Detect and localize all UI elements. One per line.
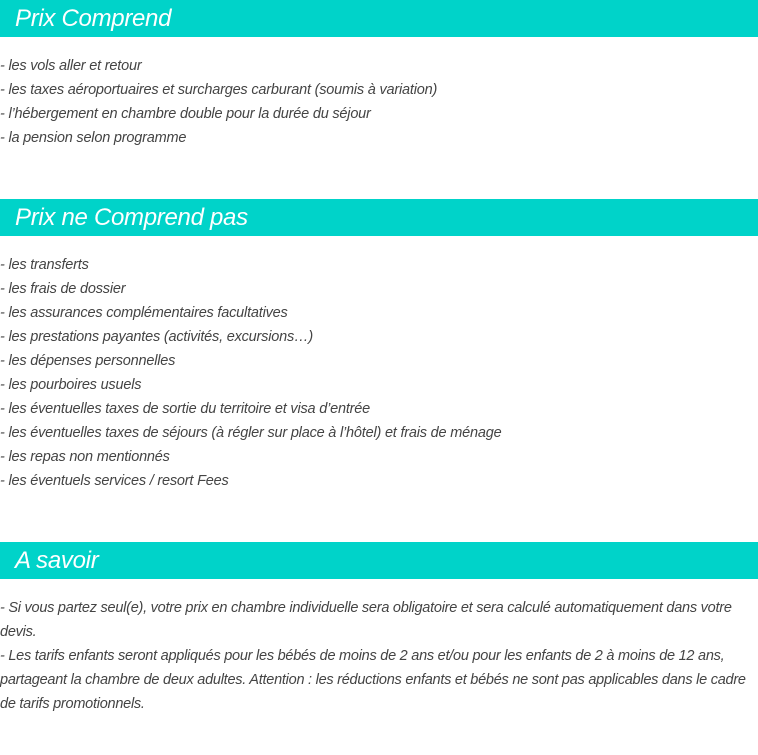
list-item: - l’hébergement en chambre double pour la durée du séjour bbox=[0, 106, 371, 122]
section-header bbox=[0, 199, 758, 236]
section-header bbox=[0, 542, 758, 579]
list-item: - les éventuelles taxes de sortie du territoire et visa d’entrée bbox=[0, 401, 371, 417]
list-item: - les pourboires usuels bbox=[0, 377, 142, 393]
section-title: Prix Comprend bbox=[15, 5, 172, 32]
section-header bbox=[0, 0, 758, 37]
list-item: - les éventuels services / resort Fees bbox=[0, 473, 229, 489]
section-prix-comprend bbox=[0, 0, 758, 150]
excluded-list bbox=[0, 253, 758, 493]
list-item: - les vols aller et retour bbox=[0, 58, 142, 74]
section-prix-ne-comprend-pas bbox=[0, 199, 758, 493]
list-item: - les taxes aéroportuaires et surcharges carburant (soumis à variation) bbox=[0, 82, 438, 98]
info-block bbox=[0, 596, 758, 716]
list-item: - les transferts bbox=[0, 257, 89, 273]
info-paragraph: - Les tarifs enfants seront appliqués pour les bébés de moins de 2 ans et/ou pour les enfants de 2 à moins de 12 ans, partageant la chambre de deux adultes. Attention : les réductions enfants et bébés ne sont pas applicables dans le cadre de tarifs promotionnels. bbox=[0, 648, 746, 712]
list-item: - les éventuelles taxes de séjours (à régler sur place à l’hôtel) et frais de ménage bbox=[0, 425, 502, 441]
included-list bbox=[0, 54, 758, 150]
list-item: - les repas non mentionnés bbox=[0, 449, 170, 465]
list-item: - les prestations payantes (activités, excursions…) bbox=[0, 329, 313, 345]
list-item: - la pension selon programme bbox=[0, 130, 187, 146]
list-item: - les frais de dossier bbox=[0, 281, 126, 297]
section-title: A savoir bbox=[15, 547, 99, 574]
section-a-savoir bbox=[0, 542, 758, 716]
info-paragraph: - Si vous partez seul(e), votre prix en chambre individuelle sera obligatoire et sera calculé automatiquement dans votre devis. bbox=[0, 600, 732, 640]
section-title: Prix ne Comprend pas bbox=[15, 204, 248, 231]
list-item: - les dépenses personnelles bbox=[0, 353, 176, 369]
list-item: - les assurances complémentaires facultatives bbox=[0, 305, 288, 321]
